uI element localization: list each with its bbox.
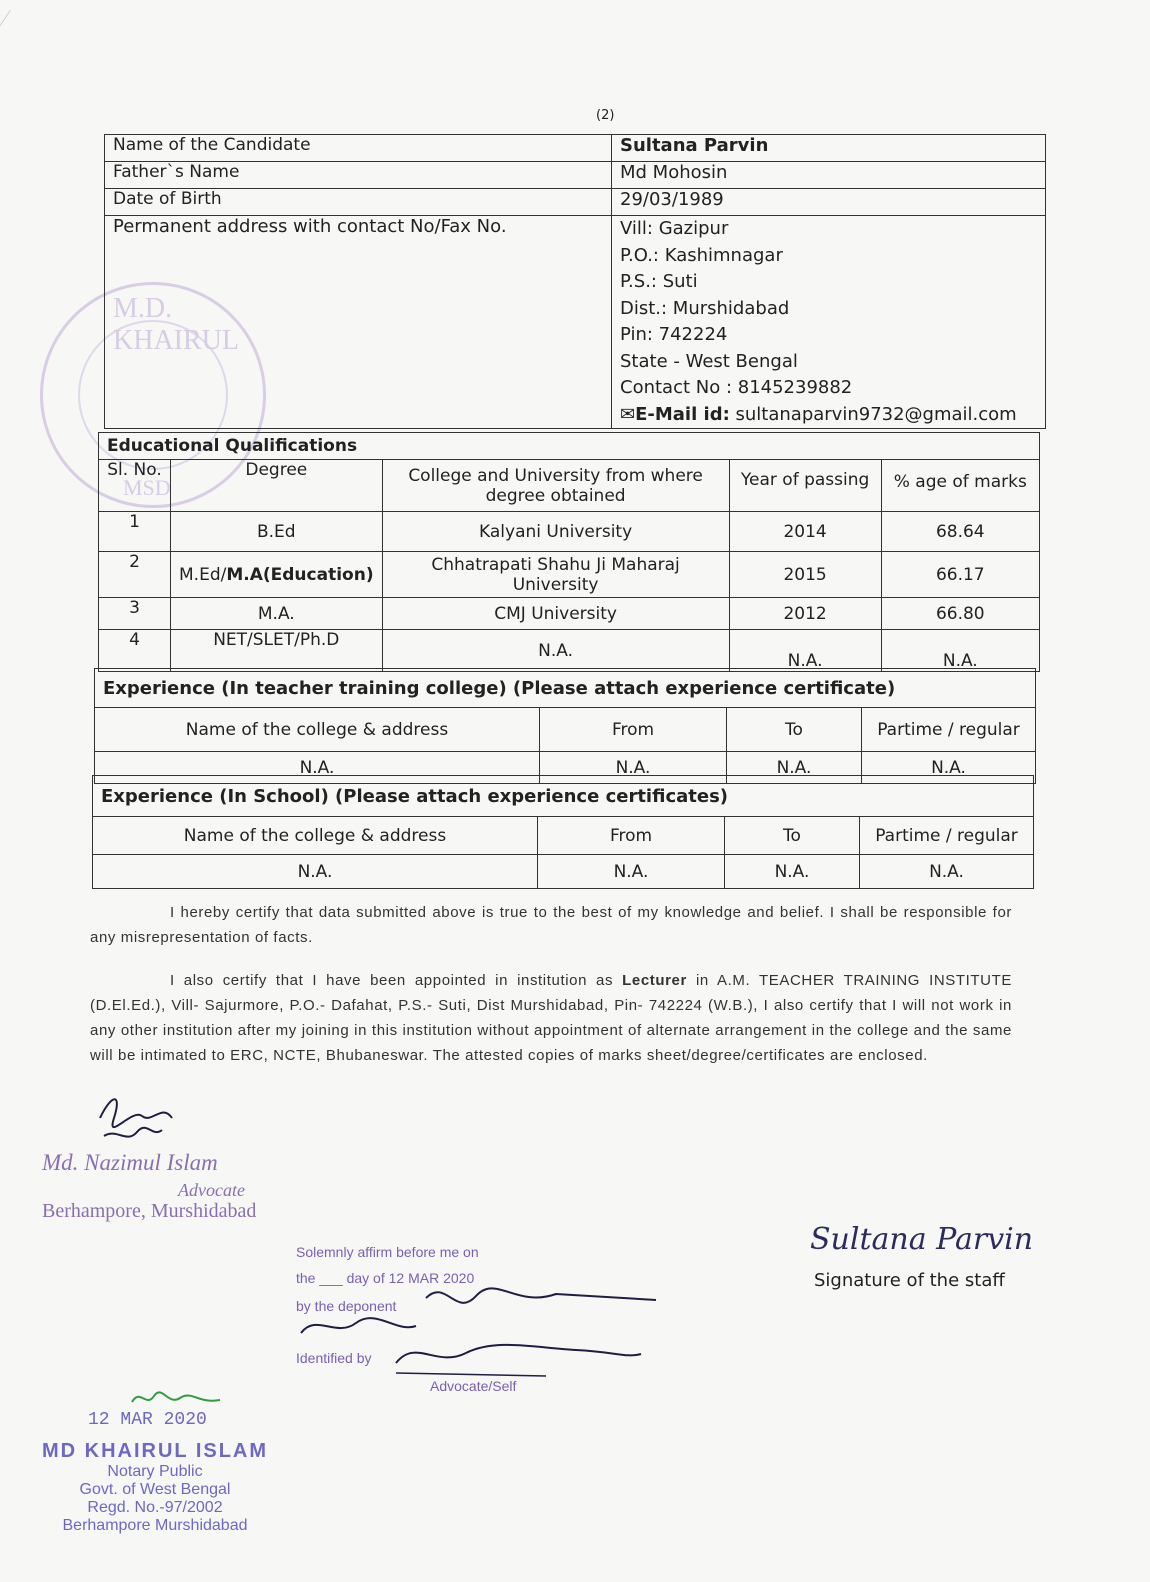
header-degree: Degree xyxy=(171,460,383,512)
exp-school-to: N.A. xyxy=(725,855,860,889)
exp-college-header-name: Name of the college & address xyxy=(95,708,540,752)
exp-college-header-from: From xyxy=(540,708,727,752)
notary-place: Berhampore Murshidabad xyxy=(62,1517,248,1534)
table-header-row xyxy=(95,708,1036,752)
declaration-paragraph-1 xyxy=(90,900,1012,950)
table-row xyxy=(99,598,1040,630)
row1-year: 2014 xyxy=(729,512,881,552)
row4-university: N.A. xyxy=(382,630,729,672)
table-row xyxy=(99,552,1040,598)
header-year: Year of passing xyxy=(729,460,881,512)
row4-marks: N.A. xyxy=(881,630,1039,672)
table-row xyxy=(105,162,1046,189)
notary-stamp xyxy=(30,1440,280,1535)
address-po: P.O.: Kashimnagar xyxy=(620,244,783,266)
row2-marks: 66.17 xyxy=(881,552,1039,598)
envelope-icon: ✉ xyxy=(620,403,636,425)
row2-sl: 2 xyxy=(99,552,171,598)
advocate-stamp-role: Advocate xyxy=(178,1180,245,1200)
email-value: sultanaparvin9732@gmail.com xyxy=(735,403,1017,425)
table-row xyxy=(105,216,1046,429)
address-email-line xyxy=(620,402,1037,429)
table-row xyxy=(93,776,1034,817)
declaration-text-2b: in A.M. TEACHER TRAINING INSTITUTE (D.El.Ed.), Vill- Sajurmore, P.O.- Dafahat, P.S.- Suti, Dist Murshidabad, Pin- 742224 (W.B.), I also certify that I will not work in any other institution after my joining in this institution without appointment of alternate arrangement in the college and the same will be intimated to ERC, NCTE, Bhubaneswar. The attested copies of marks sheet/degree/certificates are enclosed. xyxy=(90,972,1012,1064)
candidate-name: Sultana Parvin xyxy=(612,135,1046,162)
row3-marks: 66.80 xyxy=(881,598,1039,630)
exp-school-from: N.A. xyxy=(538,855,725,889)
table-row xyxy=(99,433,1040,460)
exp-college-name: N.A. xyxy=(95,752,540,784)
header-college: College and University from where degree obtained xyxy=(382,460,729,512)
affirm-line-5: Advocate/Self xyxy=(430,1378,517,1394)
dob-label: Date of Birth xyxy=(105,189,612,216)
experience-college-title: Experience (In teacher training college) (Please attach experience certificate) xyxy=(95,669,1036,708)
row3-year: 2012 xyxy=(729,598,881,630)
exp-school-header-name: Name of the college & address xyxy=(93,817,538,855)
exp-school-header-to: To xyxy=(725,817,860,855)
table-header-row xyxy=(93,817,1034,855)
affirm-date: 12 MAR 2020 xyxy=(388,1270,475,1286)
advocate-stamp-name: Md. Nazimul Islam xyxy=(42,1150,218,1175)
exp-college-to: N.A. xyxy=(727,752,862,784)
address-label: Permanent address with contact No/Fax No. xyxy=(105,216,612,429)
row1-sl: 1 xyxy=(99,512,171,552)
notary-role: Notary Public xyxy=(107,1463,203,1480)
affirm-line-1: Solemnly affirm before me on xyxy=(296,1244,479,1260)
address-pin: Pin: 742224 xyxy=(620,324,728,345)
exp-school-type: N.A. xyxy=(860,855,1034,889)
dob-value: 29/03/1989 xyxy=(612,189,1046,216)
exp-college-type: N.A. xyxy=(862,752,1036,784)
address-dist: Dist.: Murshidabad xyxy=(620,297,790,319)
name-label: Name of the Candidate xyxy=(105,135,612,162)
staff-signature-label: Signature of the staff xyxy=(814,1270,1005,1291)
father-label: Father`s Name xyxy=(105,162,612,189)
experience-school-title: Experience (In School) (Please attach experience certificates) xyxy=(93,776,1034,817)
education-table xyxy=(98,432,1040,672)
affirm-line-3: by the deponent xyxy=(296,1298,397,1314)
table-row xyxy=(105,189,1046,216)
address-block xyxy=(612,216,1046,429)
row1-degree: B.Ed xyxy=(171,512,383,552)
table-row xyxy=(99,512,1040,552)
page-fold-line xyxy=(0,10,11,193)
declaration-text-1: I hereby certify that data submitted above is true to the best of my knowledge and belief. I shall be responsible for any misrepresentation of facts. xyxy=(90,904,1012,946)
header-marks: % age of marks xyxy=(881,460,1039,512)
declaration-paragraph-2 xyxy=(90,968,1012,1068)
exp-college-header-to: To xyxy=(727,708,862,752)
staff-signature: Sultana Parvin xyxy=(810,1222,1034,1257)
row1-marks: 68.64 xyxy=(881,512,1039,552)
experience-college-table xyxy=(94,668,1036,784)
notary-date: 12 MAR 2020 xyxy=(88,1410,207,1430)
row3-university: CMJ University xyxy=(382,598,729,630)
seal-top-text: M.D. KHAIRUL xyxy=(113,293,239,356)
deponent-signature xyxy=(296,1278,666,1388)
affirm-line-4: Identified by xyxy=(296,1350,372,1366)
row2-degree-bold: M.A(Education) xyxy=(226,564,374,585)
header-sl: Sl. No. xyxy=(99,460,171,512)
row4-year: N.A. xyxy=(729,630,881,672)
table-row xyxy=(99,630,1040,672)
notary-name: MD KHAIRUL ISLAM xyxy=(41,1440,269,1462)
advocate-stamp-place: Berhampore, Murshidabad xyxy=(42,1200,257,1222)
page-number: (2) xyxy=(596,108,615,123)
table-header-row xyxy=(99,460,1040,512)
row4-sl: 4 xyxy=(99,630,171,672)
candidate-info-table xyxy=(104,134,1046,429)
experience-school-table xyxy=(92,775,1034,889)
affirm-line-2-text: the ___ day of xyxy=(296,1270,385,1286)
exp-school-header-from: From xyxy=(538,817,725,855)
row3-degree: M.A. xyxy=(171,598,383,630)
table-row xyxy=(93,855,1034,889)
seal-bottom-text: MSD xyxy=(123,475,171,500)
row4-degree: NET/SLET/Ph.D xyxy=(171,630,383,672)
row1-university: Kalyani University xyxy=(382,512,729,552)
row3-sl: 3 xyxy=(99,598,171,630)
father-name: Md Mohosin xyxy=(612,162,1046,189)
advocate-signature xyxy=(92,1088,182,1148)
exp-college-header-type: Partime / regular xyxy=(862,708,1036,752)
table-row xyxy=(105,135,1046,162)
email-label: E-Mail id: xyxy=(635,403,730,425)
row2-degree: M.Ed/ xyxy=(179,564,227,585)
declaration-text-2 xyxy=(90,968,1012,1068)
exp-school-header-type: Partime / regular xyxy=(860,817,1034,855)
table-row xyxy=(95,669,1036,708)
row2-university: Chhatrapati Shahu Ji Maharaj University xyxy=(382,552,729,598)
exp-college-from: N.A. xyxy=(540,752,727,784)
declaration-text-2a: I also certify that I have been appointed in institution as xyxy=(170,972,623,989)
address-ps: P.S.: Suti xyxy=(620,271,698,292)
row2-degree-cell xyxy=(171,552,383,598)
notary-regd: Regd. No.-97/2002 xyxy=(87,1499,223,1516)
row2-year: 2015 xyxy=(729,552,881,598)
education-title: Educational Qualifications xyxy=(99,433,1040,460)
notary-initials xyxy=(128,1386,228,1412)
address-vill: Vill: Gazipur xyxy=(620,218,729,239)
address-contact: Contact No : 8145239882 xyxy=(620,377,853,398)
exp-school-name: N.A. xyxy=(93,855,538,889)
address-state: State - West Bengal xyxy=(620,350,798,372)
declaration-lecturer: Lecturer xyxy=(622,972,687,989)
notary-govt: Govt. of West Bengal xyxy=(79,1481,231,1498)
